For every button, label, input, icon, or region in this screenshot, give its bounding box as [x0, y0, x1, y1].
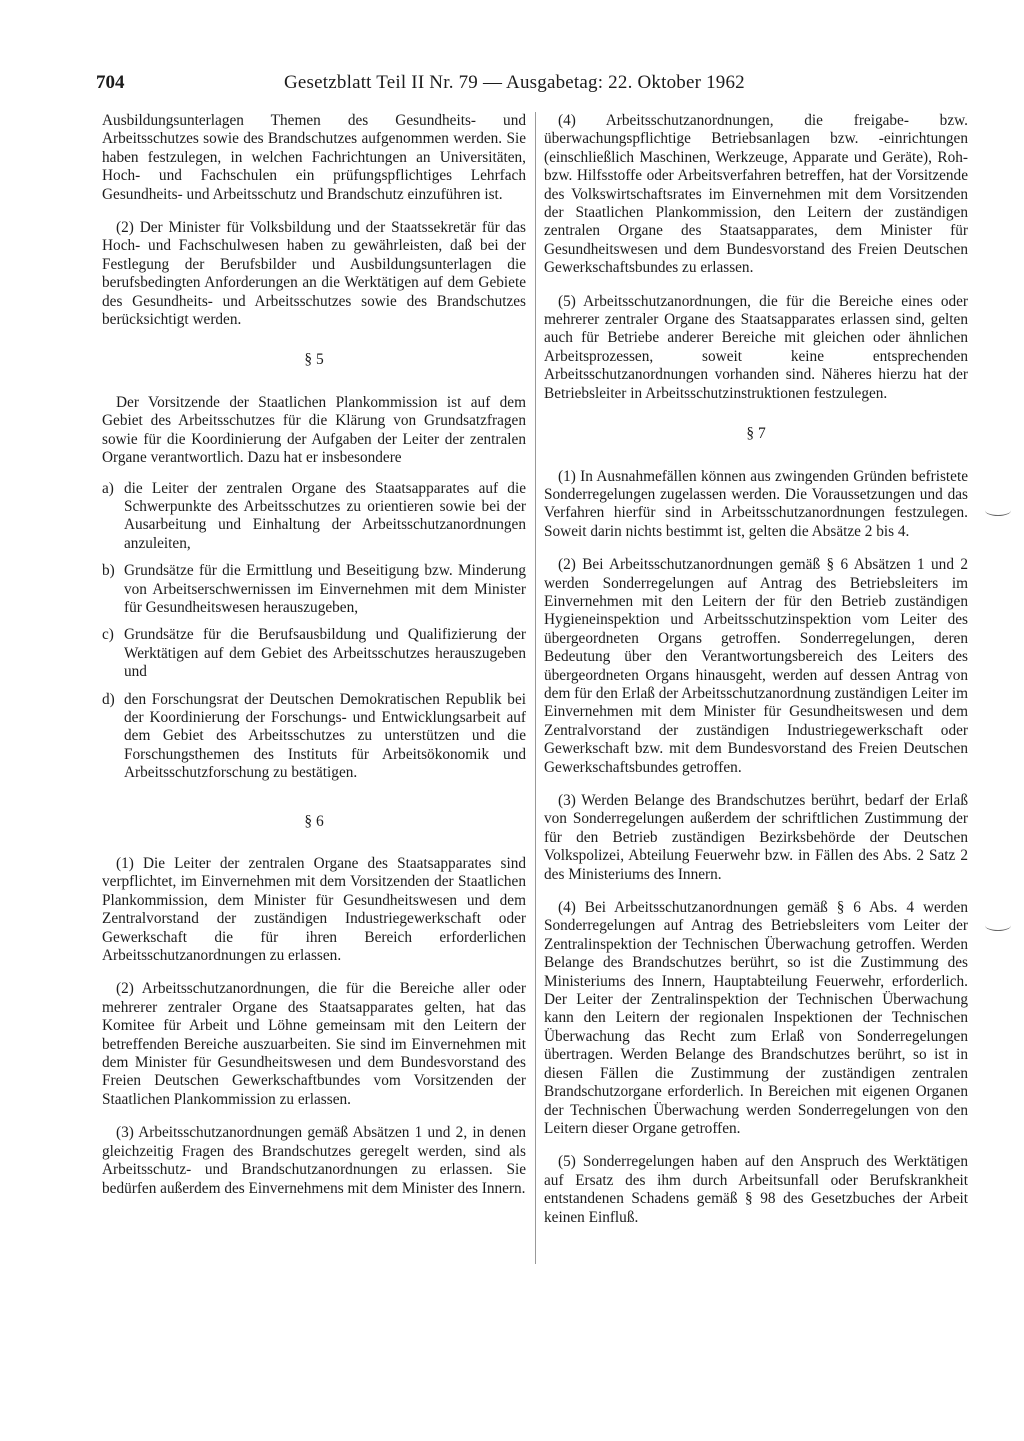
section-6-paragraph-3: (3) Arbeitsschutzanordnungen gemäß Absätzen 1 und 2, in denen gleichzeitig Fragen des Brandschutzes geregelt werden, sind als Arbeitsschutz- und Brandschutzanordnungen zu erlassen. Sie bedürfen außerdem des Einvernehmens mit dem Minister des Innern.: [102, 1124, 526, 1197]
list-item: [102, 562, 526, 617]
section-heading-7: § 7: [746, 425, 766, 443]
gazette-header-title: Gesetzblatt Teil II Nr. 79 — Ausgabetag: 22. Oktober 1962: [284, 72, 745, 93]
list-item-text: Grundsätze für die Berufsausbildung und Qualifizierung der Werktätigen auf dem Gebiet des Arbeitsschutzes herauszugeben und: [124, 626, 526, 681]
column-divider: [535, 112, 536, 1264]
margin-mark: [985, 505, 1011, 516]
section-5-intro: Der Vorsitzende der Staatlichen Plankommission ist auf dem Gebiet des Arbeitsschutzes für die Klärung von Grundsatzfragen sowie für die Koordinierung der Aufgaben der Leiter der zentralen Organe verantwortlich. Dazu hat er insbesondere: [102, 393, 526, 467]
section-6-paragraph-2: (2) Arbeitsschutzanordnungen, die für die Bereiche aller oder mehrerer zentraler Organe des Staatsapparates gelten, hat das Komitee für Arbeit und Löhne gemeinsam mit den Leitern der betreffenden Bereiche auszuarbeiten. Sie sind im Einvernehmen mit dem Minister für Gesundheitswesen und dem Bundesvorstand des Freien Deutschen Gewerkschaftbundes vom Vorsitzenden der Staatlichen Plankommission zu erlassen.: [102, 980, 526, 1108]
list-item-text: die Leiter der zentralen Organe des Staatsapparates auf die Schwerpunkte des Arbeitsschutzes zu orientieren sowie bei der Ausarbeitung und Einhaltung der Arbeitsschutzanordnungen anzuleiten,: [124, 479, 526, 552]
left-column: [102, 112, 526, 1213]
list-item-text: den Forschungsrat der Deutschen Demokratischen Republik bei der Koordinierung der Forschungs- und Entwicklungsarbeit auf dem Gebiet des Arbeitsschutzes zu unterstützen und die Forschungsthemen des Instituts für Arbeitsökonomik und Arbeitsschutzforschung zu bestätigen.: [124, 690, 526, 782]
list-item-label: d): [102, 690, 115, 708]
section-6-paragraph-1: (1) Die Leiter der zentralen Organe des Staatsapparates sind verpflichtet, im Einvernehmen mit dem Vorsitzenden der Staatlichen Plankommission, dem Minister für Gesundheitswesen und dem Zentralvorstand der zuständigen Industriegewerkschaft oder Gewerkschaft die für ihren Bereich erforderlichen Arbeitsschutzanordnungen zu erlassen.: [102, 855, 526, 965]
section-6-paragraph-4: (4) Arbeitsschutzanordnungen, die freigabe- bzw. überwachungspflichtige Betriebsanlagen bzw. -einrichtungen (einschließlich Maschinen, Werkzeuge, Apparate und Geräte), Roh- bzw. Hilfsstoffe oder Arbeitsverfahren betreffen, hat der Vorsitzende des Volkswirtschaftsrates im Einvernehmen mit dem Vorsitzenden der Staatlichen Plankommission, den Leitern der zuständigen zentralen Organe des Staatsapparates, dem Minister für Gesundheitswesen und dem Bundesvorstand des Freien Deutschen Gewerkschaftsbundes zu erlassen.: [544, 112, 968, 277]
section-7-paragraph-2: (2) Bei Arbeitsschutzanordnungen gemäß § 6 Absätzen 1 und 2 werden Sonderregelungen auf Antrag des Betriebsleiters im Einvernehmen mit den Leitern der für den Betrieb zuständigen Hygieneinspektion und Arbeitsschutzinspektion vom Leiter des übergeordneten Organs getroffen. Sonderregelungen, deren Bedeutung über den Verantwortungsbereich des Leiters des übergeordneten Organs hinausgeht, werden auf dessen Antrag von dem für den Erlaß der Arbeitsschutzanordnung zuständigen Leiter im Einvernehmen mit dem Minister für Gesundheitswesen und dem Zentralvorstand der zuständigen Industriegewerkschaft oder Gewerkschaft bzw. mit dem Bundesvorstand des Freien Deutschen Gewerkschaftsbundes getroffen.: [544, 556, 968, 776]
list-item-text: Grundsätze für die Ermittlung und Beseitigung bzw. Minderung von Arbeitserschwernissen im Einvernehmen mit dem Minister für Gesundheitswesen herauszugeben,: [124, 562, 526, 616]
list-item: [102, 691, 526, 783]
list-item-label: a): [102, 479, 114, 497]
section-7-paragraph-4: (4) Bei Arbeitsschutzanordnungen gemäß § 6 Abs. 4 werden Sonderregelungen auf Antrag des Betriebsleiters vom Leiter der Zentralinspektion der Technischen Überwachung getroffen. Werden Belange des Brandschutzes berührt, so ist die Zustimmung des Ministeriums des Innern, Hauptabteilung Feuerwehr, erforderlich. Der Leiter der Zentralinspektion der Technischen Überwachung kann den Leitern der regionalen Inspektionen der Technischen Überwachung das Recht zum Erlaß von Sonderregelungen übertragen. Werden Belange des Brandschutzes berührt, so ist in diesen Fällen die Zustimmung der zuständigen zentralen Brandschutzorgane erforderlich. In Bereichen mit eigenen Organen der Technischen Überwachung werden Sonderregelungen von den Leitern dieser Organe getroffen.: [544, 899, 968, 1137]
list-item-label: b): [102, 562, 115, 580]
page-header: [96, 72, 966, 100]
section-7-paragraph-3: (3) Werden Belange des Brandschutzes berührt, bedarf der Erlaß von Sonderregelungen außerdem der schriftlichen Zustimmung der für den Betrieb zuständigen Bezirksbehörde der Deutschen Volkspolizei, Abteilung Feuerwehr bzw. in Fällen des Abs. 2 Satz 2 des Ministeriums des Innern.: [544, 792, 968, 883]
section-heading-5: § 5: [304, 351, 324, 369]
list-item-label: c): [102, 626, 114, 644]
list-item: [102, 480, 526, 554]
right-column: [544, 112, 968, 1242]
page-number: 704: [96, 72, 125, 93]
list-item: [102, 626, 526, 681]
section-7-paragraph-5: (5) Sonderregelungen haben auf den Anspruch des Werktätigen auf Ersatz des ihm durch Arbeitsunfall oder Berufskrankheit entstandenen Schadens gemäß § 98 des Gesetzbuches der Arbeit keinen Einfluß.: [544, 1153, 968, 1226]
paragraph-4-2: (2) Der Minister für Volksbildung und der Staatssekretär für das Hoch- und Fachschulwesen haben zu gewährleisten, daß bei der Festlegung der Berufsbilder und Ausbildungsunterlagen die berufsbedingten Anforderungen an die Werktätigen auf dem Gebiete des Gesundheits- und Arbeitsschutzes sowie des Brandschutzes berücksichtigt werden.: [102, 219, 526, 329]
section-heading-6: § 6: [304, 812, 324, 830]
margin-mark: [985, 920, 1011, 931]
section-6-paragraph-5: (5) Arbeitsschutzanordnungen, die für die Bereiche eines oder mehrerer zentraler Organe des Staatsapparates erlassen sind, gelten auch für Betriebe anderer Bereiche mit gleichen oder ähnlichen Arbeitsprozessen, soweit keine entsprechenden Arbeitsschutzanordnungen vorhanden sind. Näheres hierzu hat der Betriebsleiter in Arbeitsschutzinstruktionen festzulegen.: [544, 292, 968, 402]
paragraph-continued: Ausbildungsunterlagen Themen des Gesundheits- und Arbeitsschutzes sowie des Brandschutzes aufgenommen werden. Sie haben festzulegen, in welchen Fachrichtungen an Universitäten, Hoch- und Fachschulen ein prüfungspflichtiges Lehrfach Gesundheits- und Arbeitsschutz und Brandschutz einzuführen ist.: [102, 112, 526, 203]
section-7-paragraph-1: (1) In Ausnahmefällen können aus zwingenden Gründen befristete Sonderregelungen zugelassen werden. Die Voraussetzungen und das Verfahren hierfür sind in Arbeitsschutzanordnungen festzulegen. Soweit darin nichts bestimmt ist, gelten die Absätze 2 bis 4.: [544, 467, 968, 540]
